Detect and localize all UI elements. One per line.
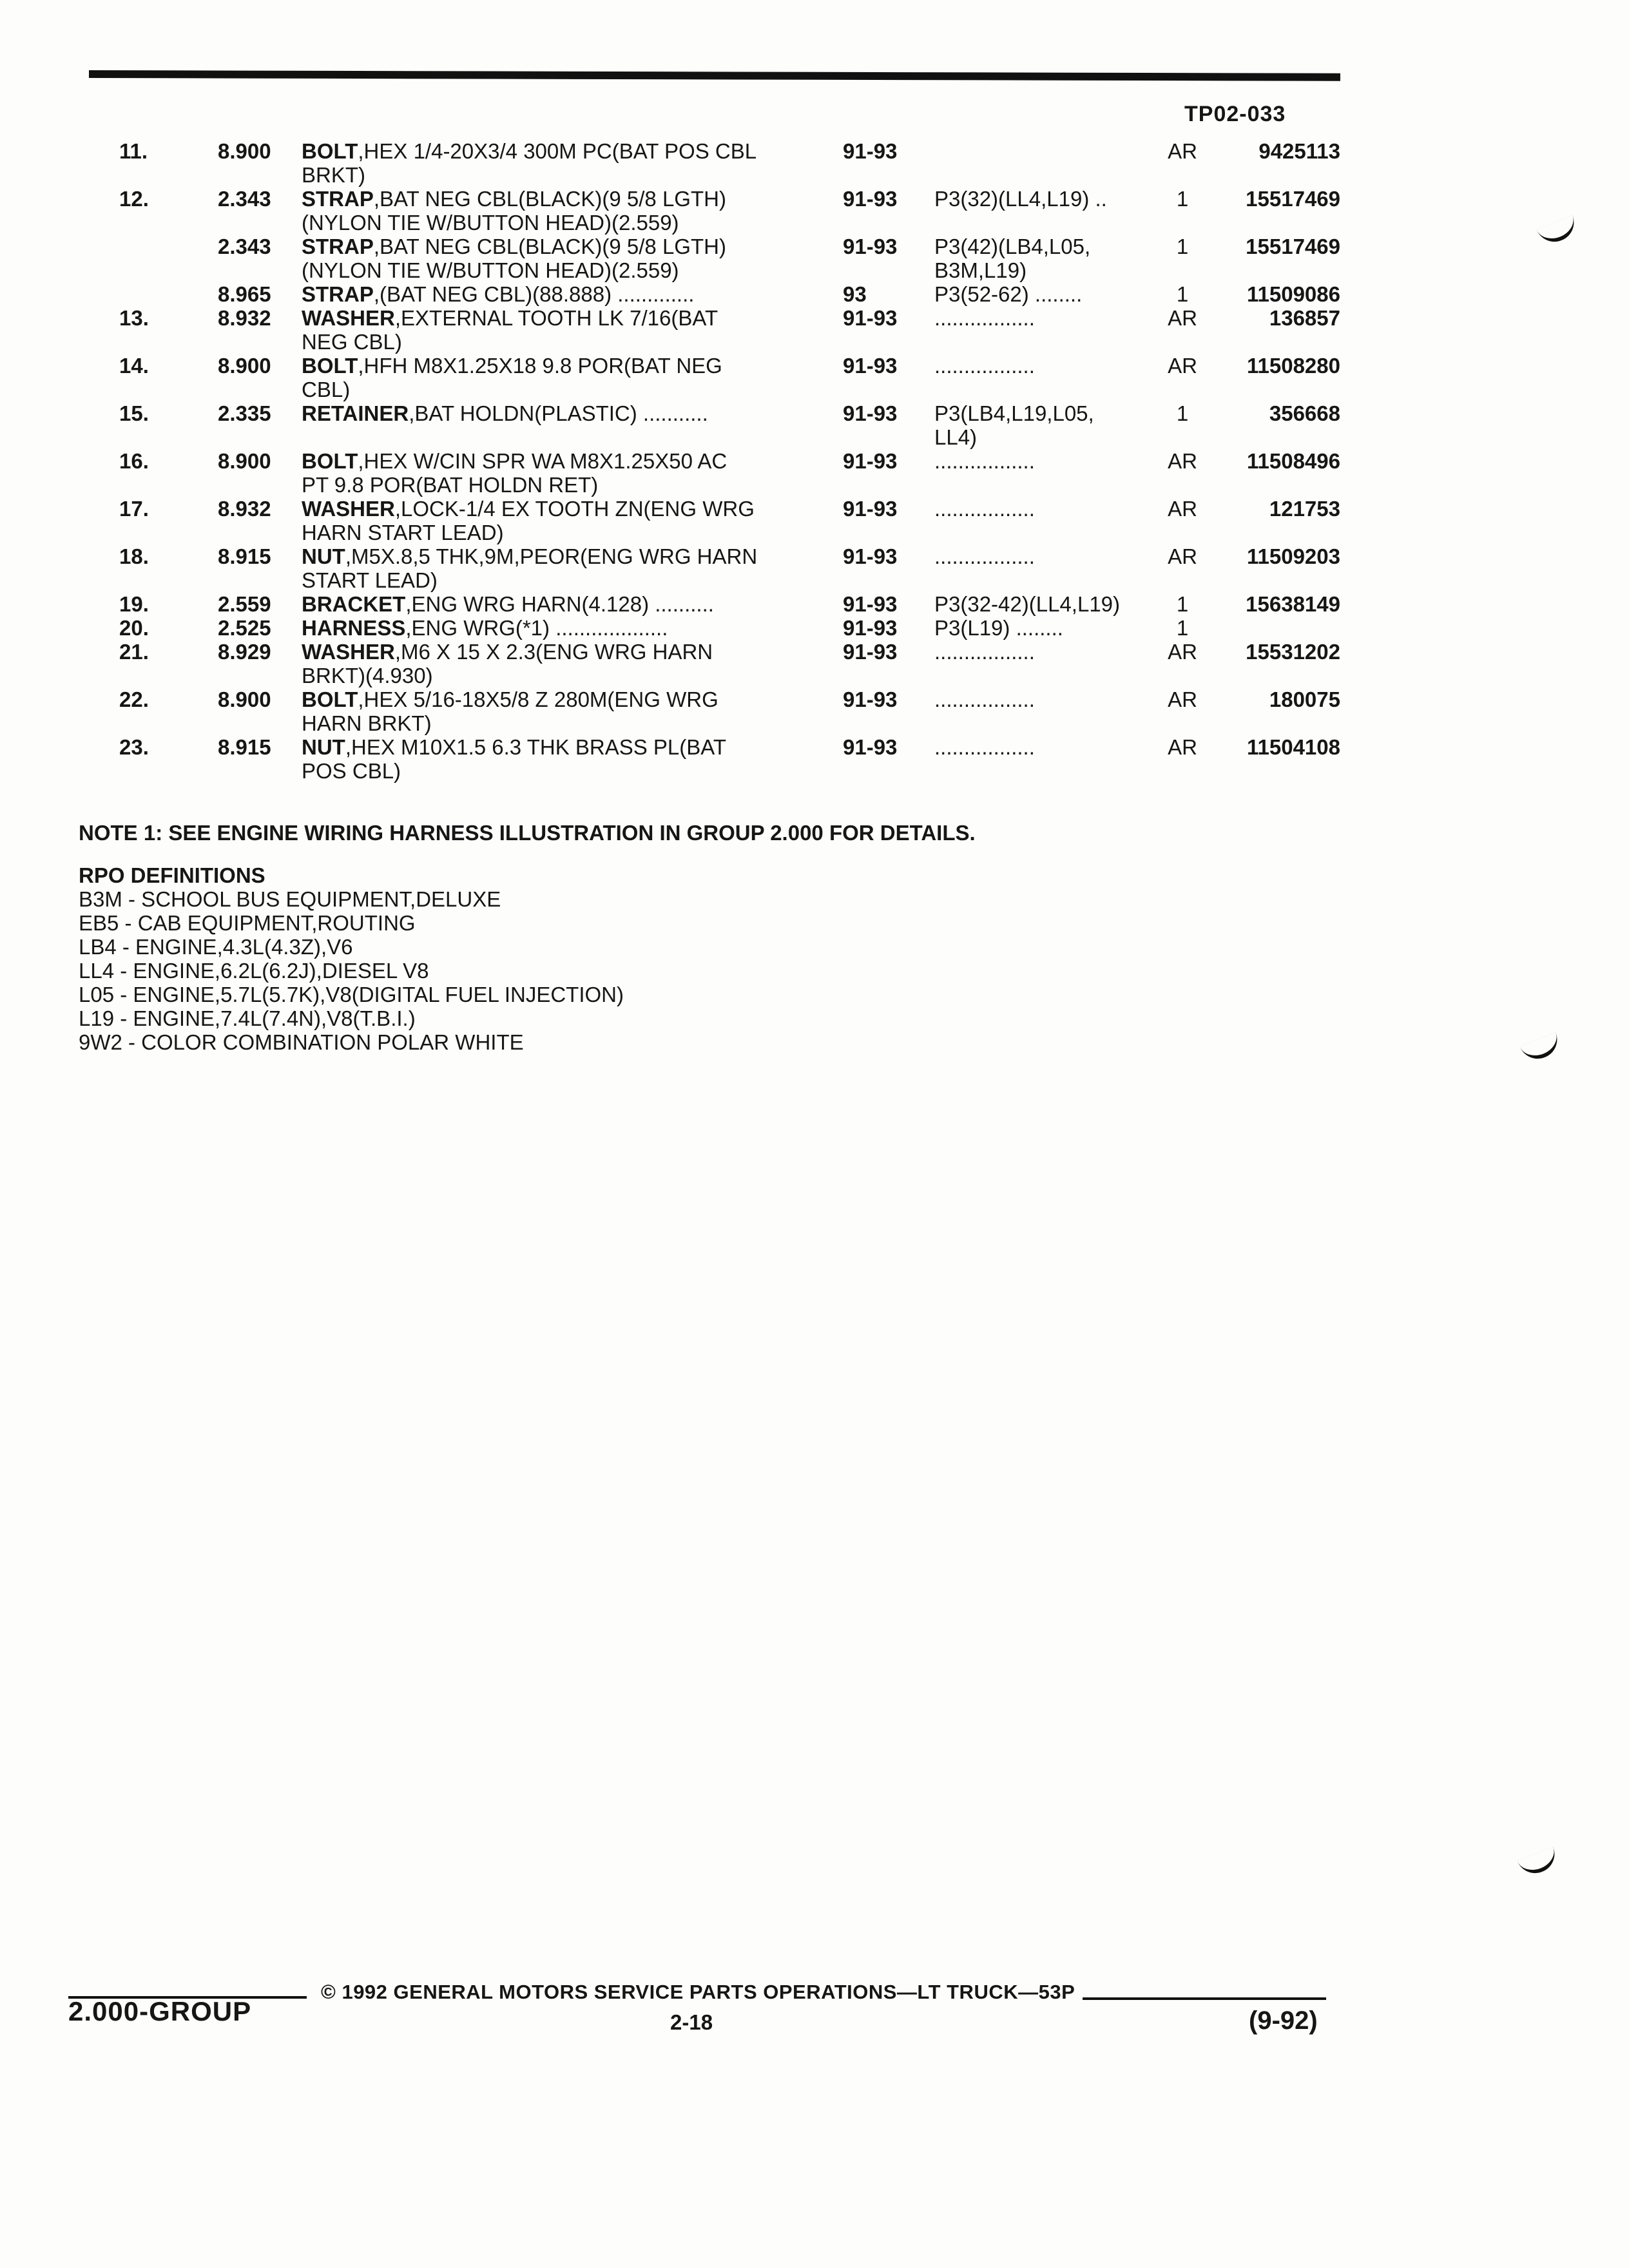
rpo-item: LB4 - ENGINE,4.3L(4.3Z),V6 — [79, 935, 353, 959]
group-number: 8.915 — [218, 544, 271, 568]
group-number: 8.900 — [218, 449, 271, 473]
part-number: 11508280 — [1246, 354, 1340, 378]
description-line: CBL) — [302, 378, 351, 401]
part-row — [0, 497, 1629, 544]
usage-series: ................. — [934, 640, 1035, 664]
description-line: ,HEX 1/4-20X3/4 300M PC(BAT POS CBL — [358, 139, 757, 163]
binder-mark — [1518, 1847, 1561, 1879]
description-line: HARN START LEAD) — [302, 521, 504, 544]
quantity: AR — [1168, 139, 1197, 163]
item-number: 13. — [119, 306, 149, 330]
parts-list — [0, 139, 1629, 783]
part-row — [0, 235, 1629, 282]
model-years: 91-93 — [843, 449, 898, 473]
quantity: AR — [1168, 640, 1197, 664]
group-label: 2.000-GROUP — [68, 1996, 252, 2026]
part-name: BOLT — [302, 139, 358, 163]
group-number: 8.915 — [218, 735, 271, 759]
rpo-item: 9W2 - COLOR COMBINATION POLAR WHITE — [79, 1030, 524, 1054]
part-number: 121753 — [1269, 497, 1340, 521]
usage-series: ................. — [934, 687, 1035, 711]
part-number: 180075 — [1269, 687, 1340, 711]
part-description — [302, 187, 726, 235]
part-description — [302, 139, 757, 187]
part-name: NUT — [302, 735, 345, 759]
item-number: 18. — [119, 544, 149, 568]
part-name: WASHER — [302, 497, 395, 521]
part-row — [0, 282, 1629, 306]
model-years: 91-93 — [843, 235, 898, 258]
item-number: 22. — [119, 687, 149, 711]
usage-series: P3(42)(LB4,L05, B3M,L19) — [934, 235, 1091, 282]
part-number: 11509203 — [1246, 544, 1340, 568]
footer-rule-right — [1083, 1997, 1326, 2000]
quantity: AR — [1168, 354, 1197, 378]
part-name: BOLT — [302, 687, 358, 711]
quantity: 1 — [1176, 282, 1189, 306]
description-line: ,HFH M8X1.25X18 9.8 POR(BAT NEG — [358, 354, 722, 378]
part-description — [302, 592, 714, 616]
rpo-item: B3M - SCHOOL BUS EQUIPMENT,DELUXE — [79, 887, 501, 911]
usage-series: P3(LB4,L19,L05, LL4) — [934, 401, 1094, 449]
part-row — [0, 187, 1629, 235]
quantity: 1 — [1176, 235, 1189, 258]
description-line: ,BAT HOLDN(PLASTIC) ........... — [409, 401, 708, 425]
part-name: STRAP — [302, 235, 374, 258]
note-text: NOTE 1: SEE ENGINE WIRING HARNESS ILLUSTRATION IN GROUP 2.000 FOR DETAILS. — [79, 821, 976, 845]
part-description — [302, 687, 718, 735]
usage-series: ................. — [934, 306, 1035, 330]
description-line: (NYLON TIE W/BUTTON HEAD)(2.559) — [302, 258, 679, 282]
part-number: 9425113 — [1258, 139, 1340, 163]
model-years: 93 — [843, 282, 867, 306]
part-number: 356668 — [1269, 401, 1340, 425]
part-name: RETAINER — [302, 401, 409, 425]
quantity: AR — [1168, 449, 1197, 473]
description-line: NEG CBL) — [302, 330, 402, 354]
description-line: ,M5X.8,5 THK,9M,PEOR(ENG WRG HARN — [345, 544, 758, 568]
part-name: BRACKET — [302, 592, 406, 616]
usage-series: P3(32-42)(LL4,L19) — [934, 592, 1121, 616]
part-number: 11508496 — [1246, 449, 1340, 473]
usage-series: ................. — [934, 449, 1035, 473]
part-row — [0, 687, 1629, 735]
quantity: AR — [1168, 544, 1197, 568]
model-years: 91-93 — [843, 497, 898, 521]
description-line: ,HEX W/CIN SPR WA M8X1.25X50 AC — [358, 449, 728, 473]
group-number: 8.900 — [218, 354, 271, 378]
description-line: BRKT) — [302, 163, 365, 187]
part-description — [302, 449, 727, 497]
usage-series: ................. — [934, 735, 1035, 759]
item-number: 21. — [119, 640, 149, 664]
part-row — [0, 139, 1629, 187]
part-row — [0, 616, 1629, 640]
usage-series: P3(L19) ........ — [934, 616, 1063, 640]
description-line: ,ENG WRG(*1) ................... — [405, 616, 668, 640]
group-number: 8.965 — [218, 282, 271, 306]
revision-date: (9-92) — [1249, 2006, 1318, 2035]
usage-series: ................. — [934, 497, 1035, 521]
group-number: 8.932 — [218, 306, 271, 330]
part-description — [302, 616, 668, 640]
part-number: 15638149 — [1246, 592, 1340, 616]
part-description — [302, 497, 755, 544]
model-years: 91-93 — [843, 187, 898, 211]
model-years: 91-93 — [843, 687, 898, 711]
model-years: 91-93 — [843, 616, 898, 640]
part-description — [302, 354, 722, 401]
item-number: 20. — [119, 616, 149, 640]
description-line: ,M6 X 15 X 2.3(ENG WRG HARN — [394, 640, 713, 664]
group-number: 2.335 — [218, 401, 271, 425]
model-years: 91-93 — [843, 592, 898, 616]
part-name: WASHER — [302, 640, 395, 664]
part-row — [0, 544, 1629, 592]
model-years: 91-93 — [843, 139, 898, 163]
item-number: 11. — [119, 139, 148, 163]
part-name: BOLT — [302, 354, 358, 378]
quantity: 1 — [1176, 616, 1189, 640]
part-description — [302, 544, 757, 592]
item-number: 14. — [119, 354, 149, 378]
description-line: ,EXTERNAL TOOTH LK 7/16(BAT — [394, 306, 718, 330]
part-name: HARNESS — [302, 616, 406, 640]
page-number: 2-18 — [670, 2010, 713, 2034]
rpo-item: LL4 - ENGINE,6.2L(6.2J),DIESEL V8 — [79, 959, 429, 983]
quantity: AR — [1168, 735, 1197, 759]
part-row — [0, 592, 1629, 616]
usage-series: P3(52-62) ........ — [934, 282, 1083, 306]
group-number: 8.932 — [218, 497, 271, 521]
top-rule — [89, 70, 1340, 81]
model-years: 91-93 — [843, 354, 898, 378]
description-line: ,(BAT NEG CBL)(88.888) ............. — [373, 282, 695, 306]
part-row — [0, 306, 1629, 354]
document-code: TP02-033 — [1184, 102, 1286, 126]
model-years: 91-93 — [843, 640, 898, 664]
group-number: 2.343 — [218, 235, 271, 258]
item-number: 23. — [119, 735, 149, 759]
group-number: 8.900 — [218, 687, 271, 711]
part-name: STRAP — [302, 187, 374, 211]
description-line: HARN BRKT) — [302, 711, 432, 735]
part-name: BOLT — [302, 449, 358, 473]
quantity: 1 — [1176, 187, 1189, 211]
item-number: 12. — [119, 187, 149, 211]
item-number: 16. — [119, 449, 149, 473]
part-number: 11504108 — [1246, 735, 1340, 759]
model-years: 91-93 — [843, 401, 898, 425]
quantity: 1 — [1176, 401, 1189, 425]
model-years: 91-93 — [843, 306, 898, 330]
group-number: 2.525 — [218, 616, 271, 640]
group-number: 2.559 — [218, 592, 271, 616]
part-row — [0, 401, 1629, 449]
usage-series: P3(32)(LL4,L19) .. — [934, 187, 1107, 211]
description-line: ,HEX M10X1.5 6.3 THK BRASS PL(BAT — [345, 735, 727, 759]
part-number: 136857 — [1269, 306, 1340, 330]
rpo-item: EB5 - CAB EQUIPMENT,ROUTING — [79, 911, 416, 935]
part-description — [302, 235, 726, 282]
part-name: STRAP — [302, 282, 374, 306]
rpo-title: RPO DEFINITIONS — [79, 863, 265, 887]
part-number: 15531202 — [1246, 640, 1340, 664]
usage-series: ................. — [934, 354, 1035, 378]
description-line: ,HEX 5/16-18X5/8 Z 280M(ENG WRG — [358, 687, 718, 711]
part-description — [302, 306, 718, 354]
description-line: ,BAT NEG CBL(BLACK)(9 5/8 LGTH) — [373, 187, 726, 211]
model-years: 91-93 — [843, 544, 898, 568]
rpo-item: L19 - ENGINE,7.4L(7.4N),V8(T.B.I.) — [79, 1006, 416, 1030]
description-line: ,LOCK-1/4 EX TOOTH ZN(ENG WRG — [394, 497, 755, 521]
description-line: START LEAD) — [302, 568, 438, 592]
binder-mark — [1520, 1032, 1563, 1064]
item-number: 15. — [119, 401, 149, 425]
quantity: 1 — [1176, 592, 1189, 616]
group-number: 8.929 — [218, 640, 271, 664]
part-row — [0, 735, 1629, 783]
part-description — [302, 401, 708, 425]
part-number: 11509086 — [1246, 282, 1340, 306]
part-name: WASHER — [302, 306, 395, 330]
description-line: (NYLON TIE W/BUTTON HEAD)(2.559) — [302, 211, 679, 235]
group-number: 2.343 — [218, 187, 271, 211]
part-description — [302, 735, 726, 783]
rpo-item: L05 - ENGINE,5.7L(5.7K),V8(DIGITAL FUEL INJECTION) — [79, 983, 624, 1006]
description-line: POS CBL) — [302, 759, 401, 783]
description-line: PT 9.8 POR(BAT HOLDN RET) — [302, 473, 599, 497]
part-number: 15517469 — [1246, 187, 1340, 211]
part-name: NUT — [302, 544, 345, 568]
quantity: AR — [1168, 497, 1197, 521]
description-line: BRKT)(4.930) — [302, 664, 433, 687]
part-row — [0, 354, 1629, 401]
model-years: 91-93 — [843, 735, 898, 759]
description-line: ,ENG WRG HARN(4.128) .......... — [405, 592, 714, 616]
rpo-definitions — [79, 863, 624, 1054]
item-number: 17. — [119, 497, 149, 521]
copyright-line: © 1992 GENERAL MOTORS SERVICE PARTS OPERATIONS—LT TRUCK—53P — [321, 1981, 1075, 2003]
part-description — [302, 282, 694, 306]
quantity: AR — [1168, 687, 1197, 711]
part-row — [0, 640, 1629, 687]
description-line: ,BAT NEG CBL(BLACK)(9 5/8 LGTH) — [373, 235, 726, 258]
item-number: 19. — [119, 592, 149, 616]
group-number: 8.900 — [218, 139, 271, 163]
part-description — [302, 640, 713, 687]
usage-series: ................. — [934, 544, 1035, 568]
part-row — [0, 449, 1629, 497]
quantity: AR — [1168, 306, 1197, 330]
part-number: 15517469 — [1246, 235, 1340, 258]
